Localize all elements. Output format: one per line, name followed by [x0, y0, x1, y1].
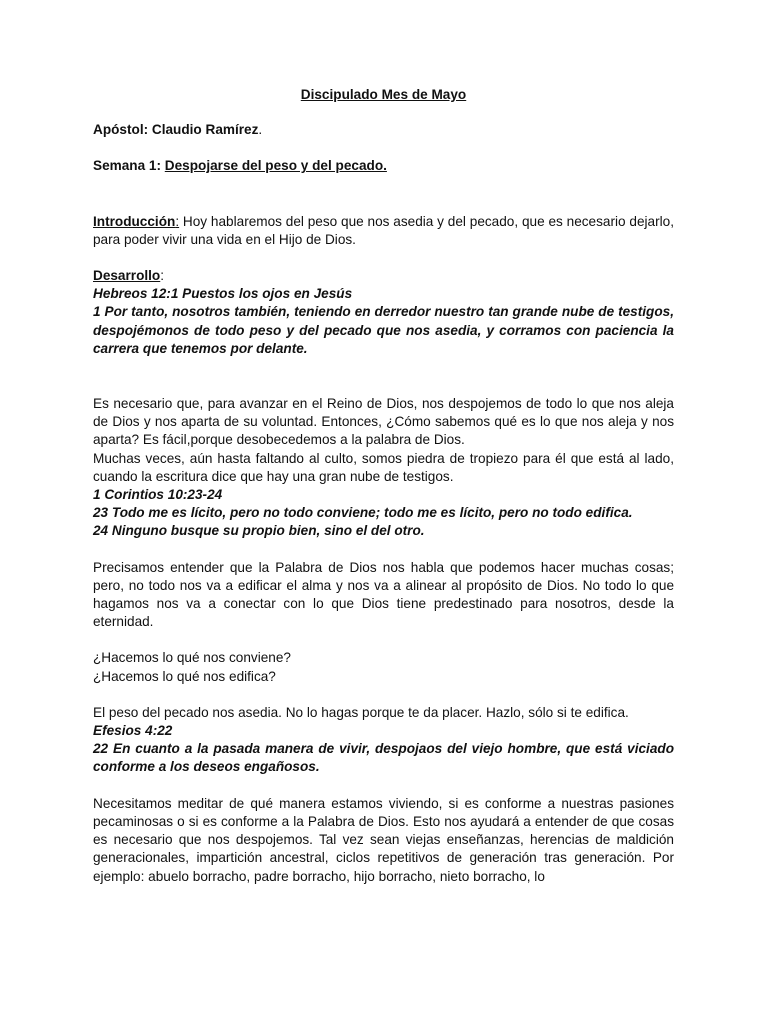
scripture-reference-corintios: 1 Corintios 10:23-24 [93, 487, 223, 503]
question-conviene: ¿Hacemos lo qué nos conviene? [93, 650, 291, 666]
apostle-period: . [258, 122, 263, 138]
intro-label: Introducción [93, 213, 176, 229]
document-page [93, 86, 674, 886]
scripture-verse-corintios-23: 23 Todo me es lícito, pero no todo conviene; todo me es lícito, pero no todo edifica. [93, 505, 633, 521]
dev-label: Desarrollo [93, 268, 161, 284]
paragraph-reino: Es necesario que, para avanzar en el Reino de Dios, nos despojemos de todo lo que nos aleja de Dios y nos aparta de su voluntad. Entonces, ¿Cómo sabemos qué es lo que nos aleja y nos aparta? Es fácil,porque desobecedemos a la palabra de Dios. [93, 396, 674, 448]
paragraph-culto: Muchas veces, aún hasta faltando al culto, somos piedra de tropiezo para él que está al lado, cuando la escritura dice que hay una gran nube de testigos. [93, 450, 674, 484]
scripture-verse-hebrews: 1 Por tanto, nosotros también, teniendo en derredor nuestro tan grande nube de testigos, despojémonos de todo peso y del pecado que nos asedia, y corramos con paciencia la carrera que tenemos por delante. [93, 304, 674, 356]
development-heading [93, 267, 674, 285]
scripture-reference-hebrews: Hebreos 12:1 Puestos los ojos en Jesús [93, 286, 353, 302]
paragraph-precisamos: Precisamos entender que la Palabra de Dios nos habla que podemos hacer muchas cosas; pero, no todo nos va a edificar el alma y nos va a alinear al propósito de Dios. No todo lo que hagamos nos va a conectar con lo que Dios tiene predestinado para nosotros, desde la eternidad. [93, 559, 674, 630]
intro-text: Hoy hablaremos del peso que nos asedia y del pecado, que es necesario dejarlo, para poder vivir una vida en el Hijo de Dios. [93, 213, 674, 247]
introduction-paragraph [93, 213, 674, 249]
scripture-reference-efesios: Efesios 4:22 [93, 723, 173, 739]
question-edifica: ¿Hacemos lo qué nos edifica? [93, 668, 276, 684]
week-line [93, 157, 674, 175]
dev-colon: : [160, 268, 165, 284]
apostle-line [93, 121, 674, 139]
week-topic: Despojarse del peso y del pecado. [164, 158, 387, 174]
intro-colon: : [175, 213, 180, 229]
document-title: Discipulado Mes de Mayo [300, 87, 467, 102]
paragraph-meditar: Necesitamos meditar de qué manera estamos viviendo, si es conforme a nuestras pasiones pecaminosas o si es conforme a la Palabra de Dios. Esto nos ayudará a entender de que cosas es necesario que nos despojemos. Tal vez sean viejas enseñanzas, herencias de maldición generacionales, impartición ancestral, ciclos repetitivos de generación tras generación. Por ejemplo: abuelo borracho, padre borracho, hijo borracho, nieto borracho, lo [93, 795, 674, 884]
week-label: Semana 1: [93, 158, 165, 174]
apostle-label: Apóstol: Claudio Ramírez [93, 122, 259, 138]
scripture-verse-efesios: 22 En cuanto a la pasada manera de vivir, despojaos del viejo hombre, que está viciado conforme a los deseos engañosos. [93, 741, 674, 775]
scripture-verse-corintios-24: 24 Ninguno busque su propio bien, sino el del otro. [93, 523, 425, 539]
paragraph-peso: El peso del pecado nos asedia. No lo hagas porque te da placer. Hazlo, sólo si te edifica. [93, 704, 629, 720]
